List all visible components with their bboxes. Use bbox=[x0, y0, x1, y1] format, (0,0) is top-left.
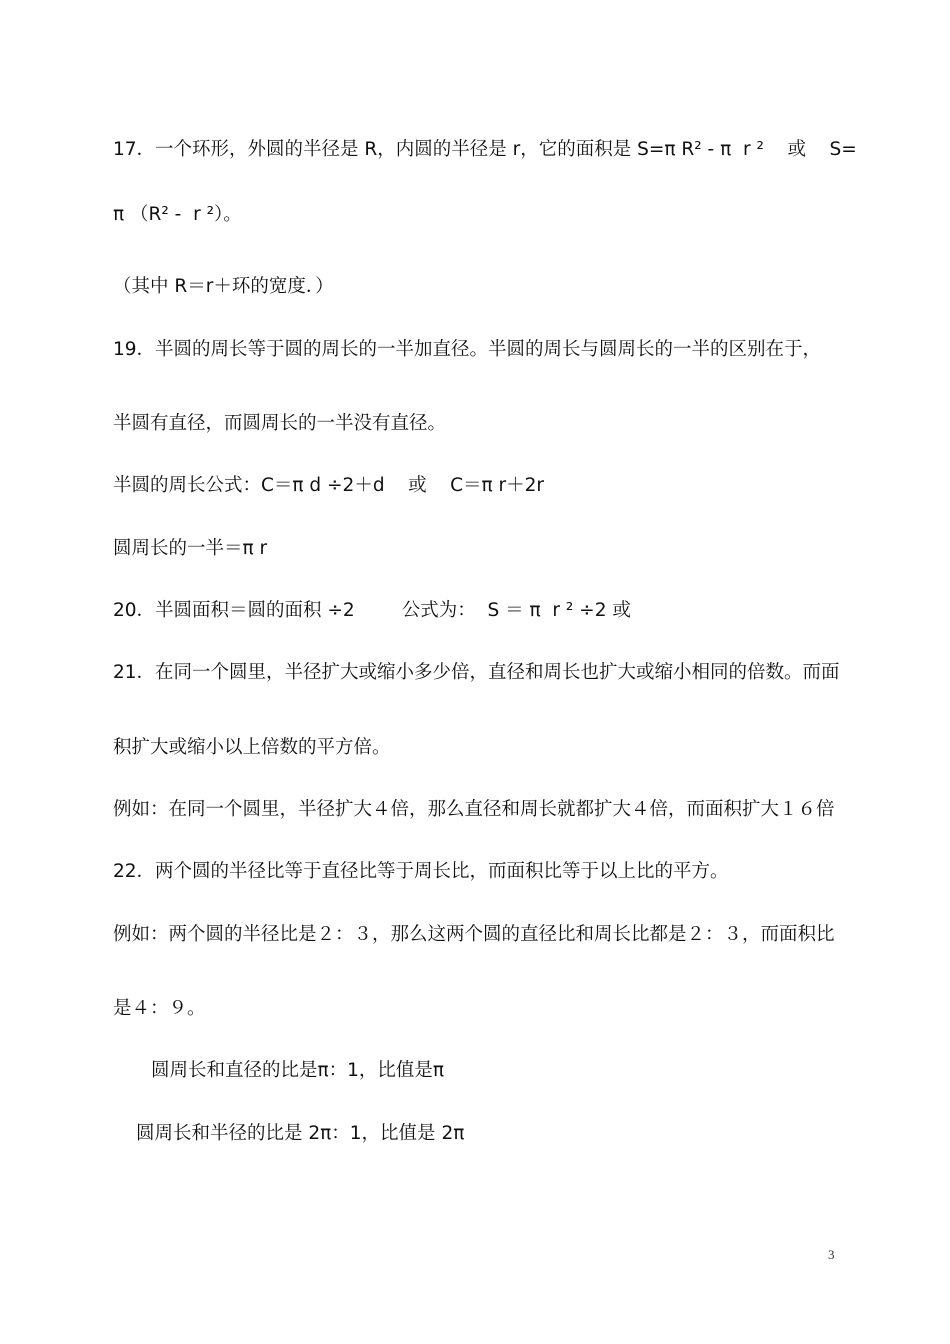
page-number: 3 bbox=[828, 1247, 835, 1262]
line-21-example: 例如：在同一个圆里，半径扩大４倍，那么直径和周长就都扩大４倍，而面积扩大１６倍 bbox=[113, 799, 835, 820]
line-19-continued: 半圆有直径，而圆周长的一半没有直径。 bbox=[113, 413, 447, 434]
line-20-semicircle-area: 20．半圆面积＝圆的面积 ÷2 公式为： S ＝ π r ² ÷2 或 bbox=[113, 600, 631, 621]
line-19-semicircle-perimeter: 19．半圆的周长等于圆的周长的一半加直径。半圆的周长与圆周长的一半的区别在于， bbox=[113, 339, 822, 360]
line-22-example-continued: 是４：９。 bbox=[113, 998, 206, 1019]
line-21-scaling: 21．在同一个圆里，半径扩大或缩小多少倍，直径和周长也扩大或缩小相同的倍数。而面 bbox=[113, 662, 840, 683]
line-17-note: （其中 R＝r＋环的宽度．） bbox=[113, 276, 334, 297]
line-22-ratios: 22．两个圆的半径比等于直径比等于周长比，而面积比等于以上比的平方。 bbox=[113, 861, 729, 882]
line-21-continued: 积扩大或缩小以上倍数的平方倍。 bbox=[113, 737, 391, 758]
line-17-formula-continued: π （R² - r ²）。 bbox=[113, 204, 242, 225]
line-circumference-radius-ratio: 圆周长和半径的比是 2π：1，比值是 2π bbox=[136, 1123, 465, 1144]
line-22-example: 例如：两个圆的半径比是２：３，那么这两个圆的直径比和周长比都是２：３，而面积比 bbox=[113, 924, 835, 945]
line-19-formula: 半圆的周长公式：C＝π d ÷2＋d 或 C＝π r＋2r bbox=[113, 475, 545, 496]
line-circumference-diameter-ratio: 圆周长和直径的比是π：1，比值是π bbox=[151, 1060, 445, 1081]
line-17-annulus-area: 17．一个环形，外圆的半径是 R，内圆的半径是 r，它的面积是 S=π R² - π r ² 或 S= bbox=[113, 139, 857, 160]
line-19-half-circumference: 圆周长的一半＝π r bbox=[113, 538, 268, 559]
